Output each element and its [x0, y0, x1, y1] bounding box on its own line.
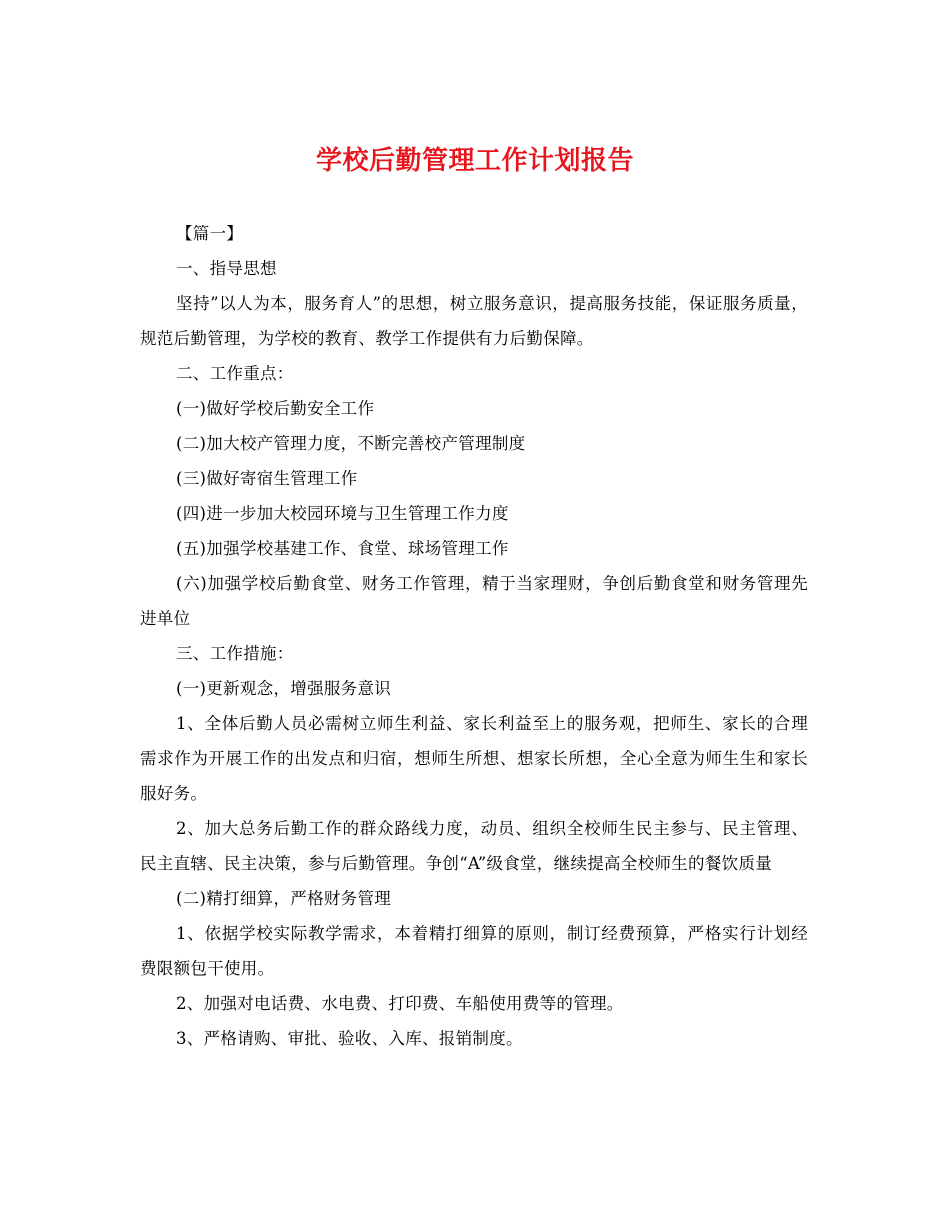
document-title: 学校后勤管理工作计划报告 [315, 146, 634, 176]
list-item-focus-1: (一)做好学校后勤安全工作 [176, 399, 375, 418]
list-item-focus-5: (五)加强学校基建工作、食堂、球场管理工作 [176, 539, 509, 558]
list-item-focus-2: (二)加大校产管理力度，不断完善校产管理制度 [176, 434, 526, 453]
document-body [140, 216, 808, 1056]
heading-guiding-ideology: 一、指导思想 [176, 259, 277, 278]
paragraph-measure-2-3: 3、严格请购、审批、验收、入库、报销制度。 [176, 1029, 523, 1048]
paragraph-measure-2-2: 2、加强对电话费、水电费、打印费、车船使用费等的管理。 [176, 994, 624, 1013]
subheading-measure-2: (二)精打细算，严格财务管理 [176, 889, 392, 908]
subheading-measure-1: (一)更新观念，增强服务意识 [176, 679, 392, 698]
list-item-focus-6: (六)加强学校后勤食堂、财务工作管理，精于当家理财，争创后勤食堂和财务管理先进单位 [140, 574, 808, 628]
list-item-focus-3: (三)做好寄宿生管理工作 [176, 469, 358, 488]
paragraph-measure-2-1: 1、依据学校实际教学需求，本着精打细算的原则，制订经费预算，严格实行计划经费限额包干使用。 [140, 924, 808, 978]
heading-work-measures: 三、工作措施： [176, 644, 294, 663]
paragraph-guiding-ideology: 坚持”以人为本，服务育人”的思想，树立服务意识，提高服务技能，保证服务质量，规范后勤管理，为学校的教育、教学工作提供有力后勤保障。 [140, 294, 808, 348]
heading-work-focus: 二、工作重点： [176, 364, 294, 383]
paragraph-section-marker: 【篇一】 [176, 224, 244, 243]
paragraph-measure-1-2: 2、加大总务后勤工作的群众路线力度，动员、组织全校师生民主参与、民主管理、民主直辖、民主决策，参与后勤管理。争创“A”级食堂，继续提高全校师生的餐饮质量 [140, 819, 808, 873]
list-item-focus-4: (四)进一步加大校园环境与卫生管理工作力度 [176, 504, 509, 523]
paragraph-measure-1-1: 1、全体后勤人员必需树立师生利益、家长利益至上的服务观，把师生、家长的合理需求作为开展工作的出发点和归宿，想师生所想、想家长所想，全心全意为师生生和家长服好务。 [140, 714, 808, 803]
